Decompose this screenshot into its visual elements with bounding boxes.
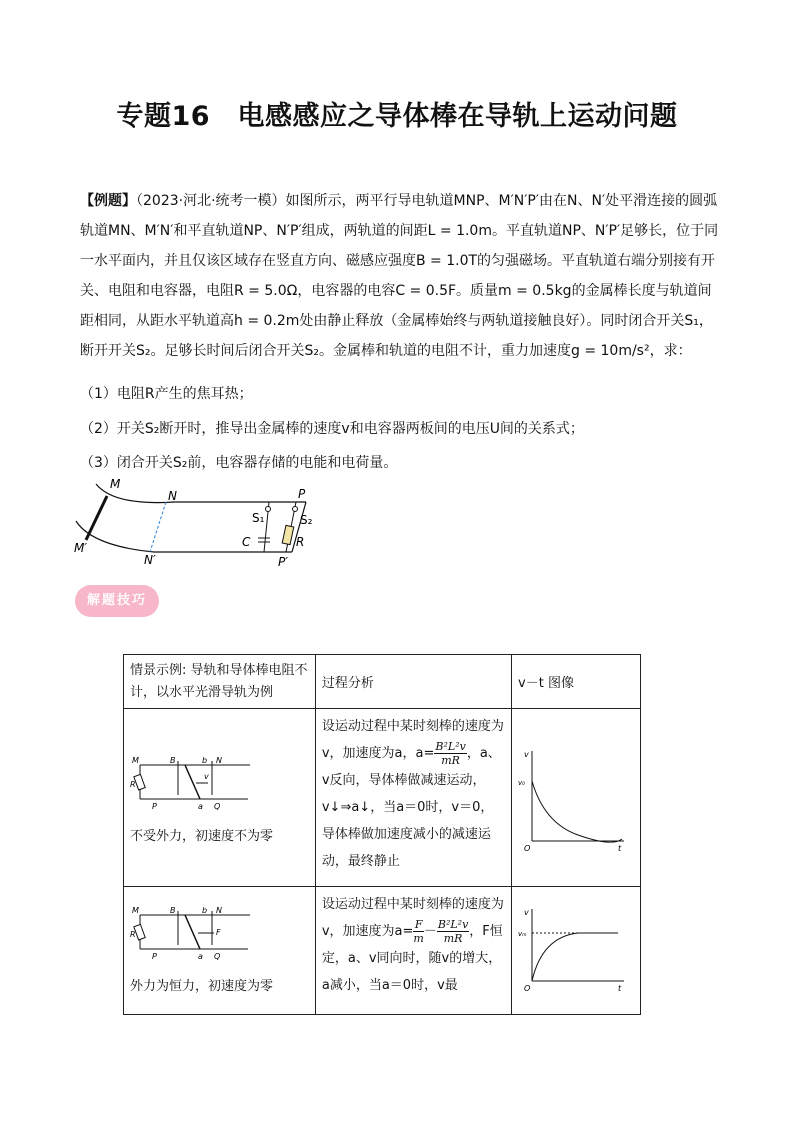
vt-graph-decay bbox=[518, 743, 628, 853]
label-S2: S₂ bbox=[300, 513, 313, 527]
header-scene: 情景示例: 导轨和导体棒电阻不计，以水平光滑导轨为例 bbox=[124, 655, 316, 709]
header-analysis: 过程分析 bbox=[315, 655, 511, 709]
label-P2: P′ bbox=[278, 555, 288, 569]
vt-graph-rise bbox=[518, 905, 628, 995]
svg-text:Q: Q bbox=[214, 802, 221, 811]
question-3: （3）闭合开关S₂前，电容器存储的电能和电荷量。 bbox=[80, 455, 398, 471]
svg-text:O: O bbox=[524, 984, 531, 993]
example-paragraph bbox=[80, 186, 720, 366]
svg-text:M: M bbox=[132, 756, 139, 765]
tips-table bbox=[123, 654, 641, 1015]
svg-text:b: b bbox=[202, 906, 208, 915]
svg-text:v: v bbox=[524, 908, 529, 917]
svg-text:b: b bbox=[202, 756, 208, 765]
svg-text:B: B bbox=[170, 756, 176, 765]
mini-diagram-1 bbox=[130, 751, 290, 821]
question-1: （1）电阻R产生的焦耳热； bbox=[80, 386, 253, 402]
label-S1: S₁ bbox=[252, 511, 265, 525]
svg-text:N: N bbox=[216, 756, 222, 765]
analysis-cell-1: 设运动过程中某时刻棒的速度为v，加速度为a，a= $\frac{\text{B²L²v}}{mR}$ ，a、v反向，导体棒做减速运动，v↓⇒a↓，当a＝0时，v＝0，导体棒做加速度减小的减速运动，最终静止 bbox=[315, 709, 511, 887]
svg-text:O: O bbox=[524, 844, 531, 853]
label-N: N bbox=[168, 489, 177, 503]
svg-text:v: v bbox=[204, 772, 209, 781]
graph-cell-1 bbox=[512, 709, 641, 887]
label-N2: N′ bbox=[144, 553, 156, 567]
label-C: C bbox=[242, 535, 251, 549]
svg-text:a: a bbox=[198, 952, 203, 961]
scene-text-2: 外力为恒力，初速度为零 bbox=[130, 979, 274, 994]
scene-text-1: 不受外力，初速度不为零 bbox=[130, 829, 274, 844]
svg-text:Q: Q bbox=[214, 952, 221, 961]
analysis-cell-2: 设运动过程中某时刻棒的速度为v，加速度为a= $\frac{F}{m}$ － $\frac{\text{B²L²v}}{mR}$ ，F恒定，a、v同向时，随v的增大，a减小，当a＝0时，v最 bbox=[315, 887, 511, 1015]
page-title: 专题16 电感感应之导体棒在导轨上运动问题 bbox=[116, 101, 678, 132]
example-body: 如图所示，两平行导电轨道MNP、M′N′P′由在N、N′处平滑连接的圆弧轨道MN、M′N′和平直轨道NP、N′P′组成，两轨道的间距L = 1.0m。平直轨道NP、N′P′足够长，位于同一水平面内，并且仅该区域存在竖直方向、磁感应强度B = 1.0T的匀强磁场。平直轨道右端分别接有开关、电阻和电容器，电阻R = 5.0Ω，电容器的电容C = 0.5F。质量m = 0.5kg的金属棒长度与轨道间距相同，从距水平轨道高h = 0.2m处由静止释放（金属棒始终与两轨道接触良好）。同时闭合开关S₁，断开开关S₂。足够长时间后闭合开关S₂。金属棒和轨道的电阻不计，重力加速度g = 10m/s²，求： bbox=[80, 193, 719, 359]
label-P: P bbox=[298, 487, 306, 501]
label-R: R bbox=[296, 535, 305, 549]
svg-text:t: t bbox=[618, 984, 622, 993]
example-source: （2023·河北·统考一模） bbox=[136, 193, 286, 209]
svg-text:a: a bbox=[198, 802, 203, 811]
label-M: M bbox=[110, 477, 121, 491]
svg-text:M: M bbox=[132, 906, 139, 915]
question-2: （2）开关S₂断开时，推导出金属棒的速度v和电容器两板间的电压U间的关系式； bbox=[80, 421, 584, 437]
svg-text:F: F bbox=[216, 928, 221, 937]
label-M2: M′ bbox=[74, 541, 88, 555]
svg-text:P: P bbox=[152, 802, 157, 811]
svg-text:B: B bbox=[170, 906, 176, 915]
tips-badge: 解题技巧 bbox=[75, 585, 159, 617]
svg-text:R: R bbox=[130, 780, 136, 789]
header-graph: v－t 图像 bbox=[512, 655, 641, 709]
mini-diagram-2 bbox=[130, 901, 290, 971]
rail-diagram bbox=[74, 476, 334, 576]
svg-text:v: v bbox=[524, 750, 529, 759]
scene-cell-2 bbox=[124, 887, 316, 1015]
svg-text:R: R bbox=[130, 930, 136, 939]
table-row bbox=[124, 709, 641, 887]
svg-text:N: N bbox=[216, 906, 222, 915]
svg-text:P: P bbox=[152, 952, 157, 961]
svg-text:t: t bbox=[618, 844, 622, 853]
scene-cell-1 bbox=[124, 709, 316, 887]
table-row bbox=[124, 887, 641, 1015]
graph-cell-2 bbox=[512, 887, 641, 1015]
example-tag: 【例题】 bbox=[80, 193, 136, 209]
svg-text:v₀: v₀ bbox=[518, 779, 525, 787]
svg-text:vₘ: vₘ bbox=[518, 930, 527, 938]
table-header-row bbox=[124, 655, 641, 709]
